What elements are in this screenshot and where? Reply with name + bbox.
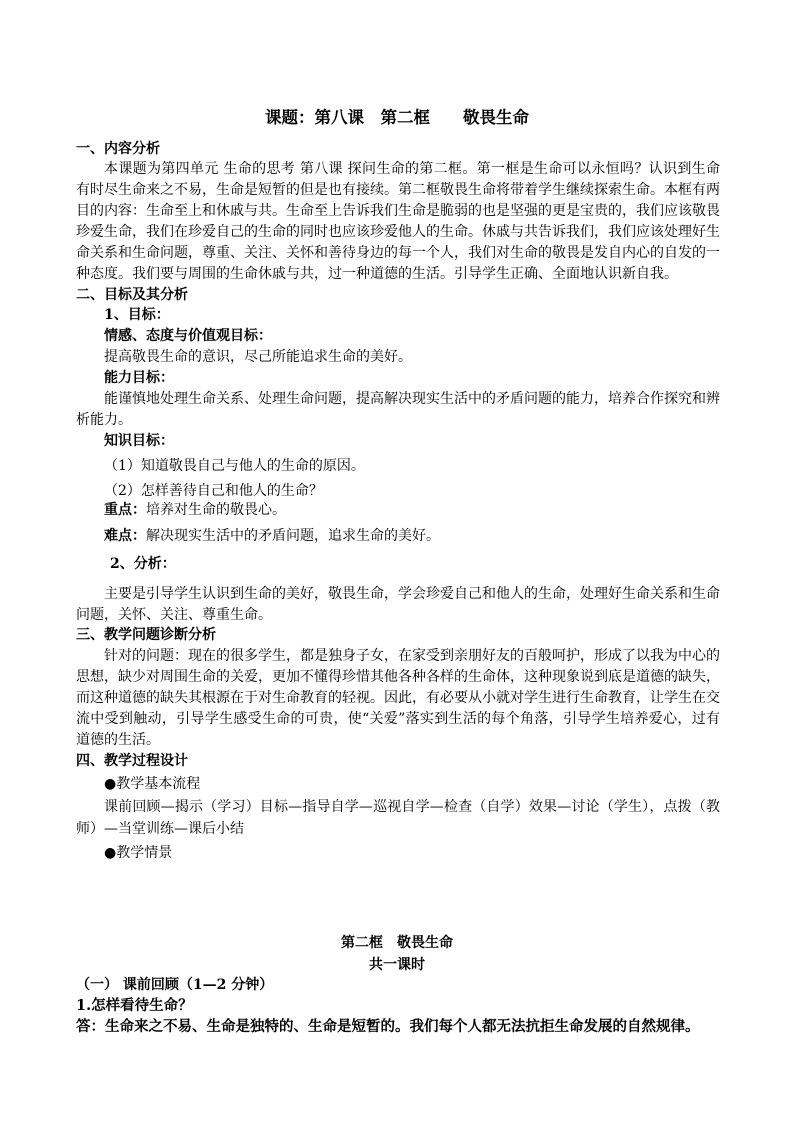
flow-line: 师）—当堂训练—课后小结 xyxy=(76,821,244,837)
difficult-point-text: 解决现实生活中的矛盾问题，追求生命的美好。 xyxy=(146,528,440,544)
s1-line: 目的内容：生命至上和休戚与共。生命至上告诉我们生命是脆弱的也是坚强的更是宝贵的，我们应该敬畏 xyxy=(76,203,720,219)
s1-line: 种态度。我们要与周围的生命休戚与共，过一种道德的生活。引导学生正确、全面地认识新自我。 xyxy=(76,266,678,282)
knowledge-goal-label: 知识目标： xyxy=(104,433,174,449)
s1-line: 珍爱生命，我们在珍爱自己的生命的同时也应该珍爱他人的生命。休戚与共告诉我们，我们应该处理好生 xyxy=(76,224,720,240)
key-point xyxy=(104,500,748,520)
analysis-line: 问题，关怀、关注、尊重生命。 xyxy=(76,607,272,623)
lesson-subtitle: 第二框 敬畏生命 xyxy=(341,935,453,951)
scene-label: ●教学情景 xyxy=(104,845,173,861)
s3-line: 针对的问题：现在的很多学生，都是独身子女，在家受到亲朋好友的百般呵护，形成了以我为中心的 xyxy=(104,648,720,664)
review-heading: （一） 课前回顾（1—2 分钟） xyxy=(76,977,274,993)
ability-line: 能谨慎地处理生命关系、处理生命问题，提高解决现实生活中的矛盾问题的能力，培养合作探究和辨 xyxy=(104,391,720,407)
analysis-line: 主要是引导学生认识到生命的美好，敬畏生命，学会珍爱自己和他人的生命，处理好生命关系和生命 xyxy=(104,586,720,602)
goal-label: 1、目标： xyxy=(104,307,170,323)
difficult-point xyxy=(104,526,748,546)
flow-label: ●教学基本流程 xyxy=(104,776,201,792)
ability-line: 析能力。 xyxy=(76,412,132,428)
knowledge-item: （2）怎样善待自己和他人的生命？ xyxy=(104,483,323,499)
lesson-period: 共一课时 xyxy=(369,957,425,973)
review-answer: 答：生命来之不易、生命是独特的、生命是短暂的。我们每个人都无法抗拒生命发展的自然规律。 xyxy=(76,1018,700,1035)
section-1-heading: 一、内容分析 xyxy=(76,141,160,157)
s3-line: 思想，缺少对周围生命的关爱，更加不懂得珍惜其他各种各样的生命体，这种现象说到底是道德的缺失， xyxy=(76,669,720,685)
ability-goal-label: 能力目标： xyxy=(104,370,174,386)
section-4-heading: 四、教学过程设计 xyxy=(76,753,188,769)
emotion-goal-label: 情感、态度与价值观目标： xyxy=(104,328,272,344)
s1-line: 本课题为第四单元 生命的思考 第八课 探问生命的第二框。第一框是生命可以永恒吗？认识到生命 xyxy=(104,161,720,177)
key-point-label: 重点： xyxy=(104,502,146,518)
section-2-heading: 二、目标及其分析 xyxy=(76,287,188,303)
review-question: 1.怎样看待生命？ xyxy=(76,997,193,1014)
knowledge-item: （1）知道敬畏自己与他人的生命的原因。 xyxy=(104,458,365,474)
flow-line: 课前回顾—揭示（学习）目标—指导自学—巡视自学—检查（自学）效果—讨论（学生），点拨（教 xyxy=(104,799,720,815)
s3-line: 道德的生活。 xyxy=(76,732,160,748)
section-3-heading: 三、教学问题诊断分析 xyxy=(76,627,216,643)
difficult-point-label: 难点： xyxy=(104,528,146,544)
s3-line: 流中受到触动，引导学生感受生命的可贵，使“关爱”落实到生活的每个角落，引导学生培养爱心，过有 xyxy=(76,711,720,727)
s1-line: 有时尽生命来之不易，生命是短暂的但是也有接续。第二框敬畏生命将带着学生继续探索生命。本框有两 xyxy=(76,182,720,198)
page-title: 课题：第八课 第二框 敬畏生命 xyxy=(265,108,529,127)
analysis-label: 2、分析： xyxy=(110,556,176,572)
s3-line: 而这种道德的缺失其根源在于对生命教育的轻视。因此，有必要从小就对学生进行生命教育，让学生在交 xyxy=(76,690,720,706)
s1-line: 命关系和生命问题，尊重、关注、关怀和善待身边的每一个人，我们对生命的敬畏是发自内心的自发的一 xyxy=(76,245,720,261)
key-point-text: 培养对生命的敬畏心。 xyxy=(146,502,286,518)
emotion-goal-text: 提高敬畏生命的意识，尽己所能追求生命的美好。 xyxy=(104,349,412,365)
